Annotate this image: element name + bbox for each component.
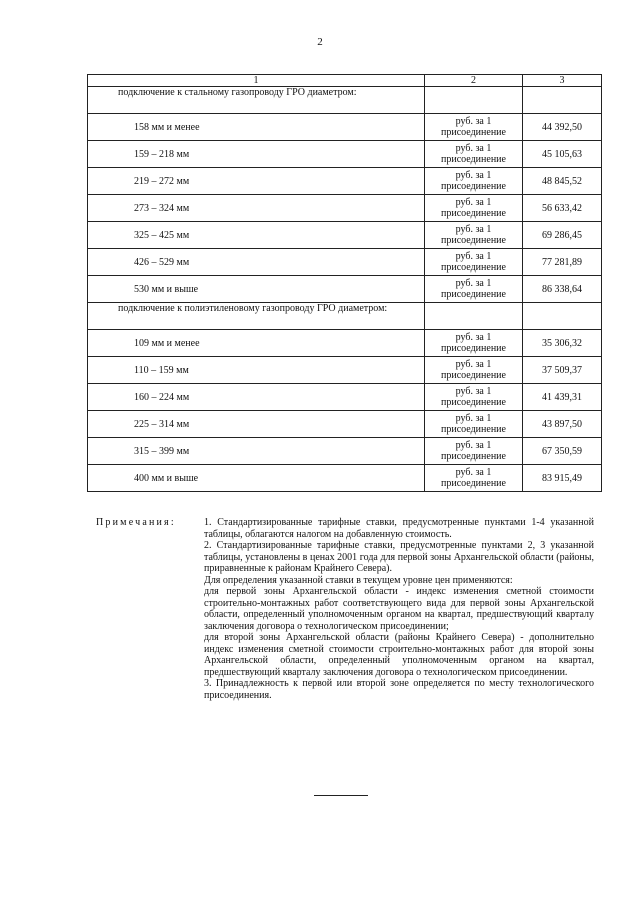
rate-value-cell: 48 845,52: [523, 168, 602, 195]
note-paragraph: Для определения указанной ставки в текущем уровне цен применяются:: [204, 574, 513, 586]
column-header-3: 3: [523, 75, 602, 87]
unit-cell: руб. за 1 присоединение: [425, 411, 523, 438]
rate-value-cell: 77 281,89: [523, 249, 602, 276]
unit-cell: руб. за 1 присоединение: [425, 438, 523, 465]
table-row: [88, 276, 602, 303]
table-row: [88, 411, 602, 438]
unit-cell: руб. за 1 присоединение: [425, 357, 523, 384]
unit-cell: руб. за 1 присоединение: [425, 168, 523, 195]
rate-value-cell: 45 105,63: [523, 141, 602, 168]
empty-cell: [425, 87, 523, 114]
unit-cell: руб. за 1 присоединение: [425, 276, 523, 303]
note-paragraph: 3. Принадлежность к первой или второй зоне определяется по месту технологического присоединения.: [204, 678, 594, 701]
table-row: [88, 357, 602, 384]
table-group-row: [88, 303, 602, 330]
tariff-table: [87, 74, 602, 492]
note-paragraph: для второй зоны Архангельской области (районы Крайнего Севера) - дополнительно индекс изменения сметной стоимости строительно-монтажных работ для второй зоны Архангельской области, определенный уполномоченным органом на квартал, предшествующий кварталу заключения договора о технологическом присоединении.: [204, 632, 594, 678]
table-row: [88, 222, 602, 249]
group-label: подключение к стальному газопроводу ГРО диаметром:: [88, 87, 425, 114]
rate-value-cell: 67 350,59: [523, 438, 602, 465]
end-separator-line: [314, 795, 368, 796]
table-row: [88, 384, 602, 411]
note-paragraph: 1. Стандартизированные тарифные ставки, предусмотренные пунктами 1-4 указанной таблицы, облагаются налогом на добавленную стоимость.: [204, 517, 594, 540]
table-group-row: [88, 87, 602, 114]
rate-value-cell: 35 306,32: [523, 330, 602, 357]
unit-cell: руб. за 1 присоединение: [425, 330, 523, 357]
table-row: [88, 438, 602, 465]
page-number: 2: [317, 36, 323, 48]
empty-cell: [523, 87, 602, 114]
rate-value-cell: 56 633,42: [523, 195, 602, 222]
rate-value-cell: 69 286,45: [523, 222, 602, 249]
table-header-row: [88, 75, 602, 87]
empty-cell: [523, 303, 602, 330]
unit-cell: руб. за 1 присоединение: [425, 249, 523, 276]
empty-cell: [425, 303, 523, 330]
table-row: [88, 168, 602, 195]
rate-value-cell: 83 915,49: [523, 465, 602, 492]
table-row: [88, 330, 602, 357]
tariff-table-body: [88, 75, 602, 492]
diameter-cell: 325 – 425 мм: [88, 222, 425, 249]
unit-cell: руб. за 1 присоединение: [425, 222, 523, 249]
unit-cell: руб. за 1 присоединение: [425, 114, 523, 141]
notes-body: [204, 517, 594, 701]
diameter-cell: 110 – 159 мм: [88, 357, 425, 384]
diameter-cell: 273 – 324 мм: [88, 195, 425, 222]
table-row: [88, 114, 602, 141]
diameter-cell: 219 – 272 мм: [88, 168, 425, 195]
diameter-cell: 159 – 218 мм: [88, 141, 425, 168]
note-paragraph: для первой зоны Архангельской области - индекс изменения сметной стоимости строительно-монтажных работ соответствующего вида для первой зоны Архангельской области, определенный уполномоченным органом на квартал, предшествующий кварталу заключения договора о технологическом присоединении;: [204, 586, 594, 632]
rate-value-cell: 44 392,50: [523, 114, 602, 141]
rate-value-cell: 41 439,31: [523, 384, 602, 411]
diameter-cell: 158 мм и менее: [88, 114, 425, 141]
rate-value-cell: 86 338,64: [523, 276, 602, 303]
rate-value-cell: 37 509,37: [523, 357, 602, 384]
unit-cell: руб. за 1 присоединение: [425, 141, 523, 168]
unit-cell: руб. за 1 присоединение: [425, 384, 523, 411]
diameter-cell: 315 – 399 мм: [88, 438, 425, 465]
diameter-cell: 400 мм и выше: [88, 465, 425, 492]
diameter-cell: 225 – 314 мм: [88, 411, 425, 438]
table-row: [88, 465, 602, 492]
table-row: [88, 249, 602, 276]
rate-value-cell: 43 897,50: [523, 411, 602, 438]
table-row: [88, 195, 602, 222]
unit-cell: руб. за 1 присоединение: [425, 195, 523, 222]
note-paragraph: 2. Стандартизированные тарифные ставки, предусмотренные пунктами 2, 3 указанной таблицы, установлены в ценах 2001 года для первой зоны Архангельской области (районы, приравненные к районам Крайнего Севера).: [204, 540, 594, 574]
diameter-cell: 160 – 224 мм: [88, 384, 425, 411]
diameter-cell: 426 – 529 мм: [88, 249, 425, 276]
column-header-1: 1: [88, 75, 425, 87]
unit-cell: руб. за 1 присоединение: [425, 465, 523, 492]
notes-label: Примечания:: [96, 517, 176, 528]
group-label: подключение к полиэтиленовому газопроводу ГРО диаметром:: [88, 303, 425, 330]
diameter-cell: 109 мм и менее: [88, 330, 425, 357]
column-header-2: 2: [425, 75, 523, 87]
table-row: [88, 141, 602, 168]
diameter-cell: 530 мм и выше: [88, 276, 425, 303]
